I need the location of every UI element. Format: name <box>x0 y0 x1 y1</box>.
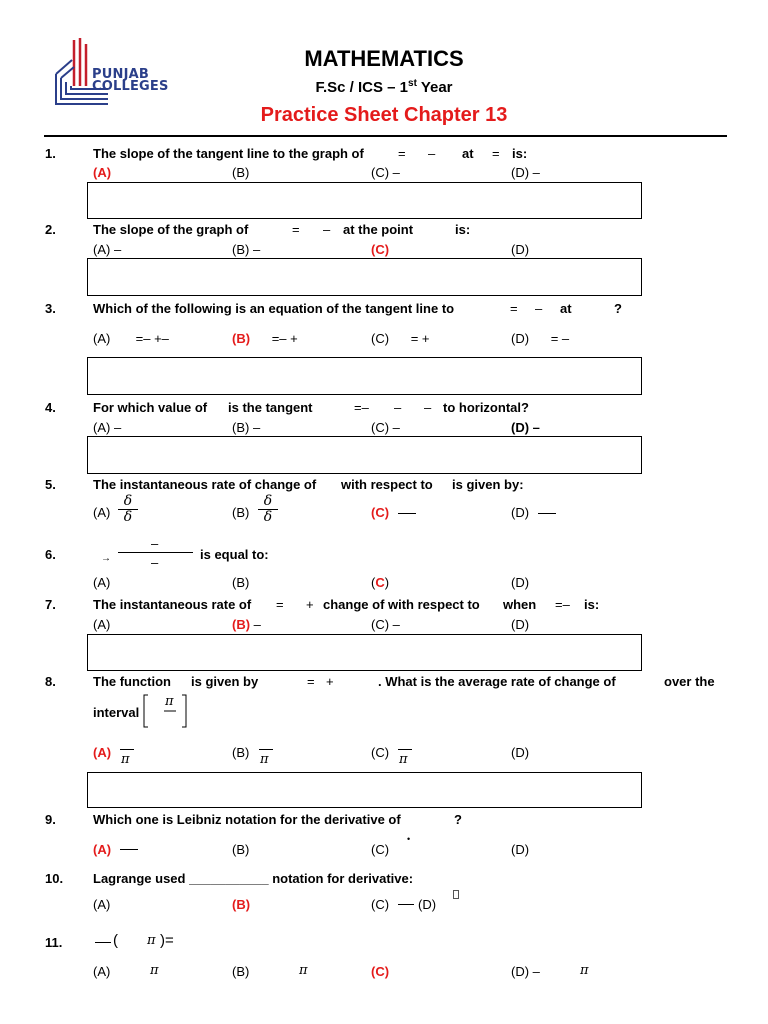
option-d[interactable]: (D) – <box>511 964 540 979</box>
question-number: 5. <box>45 477 56 492</box>
question-text-over: over the <box>664 674 715 689</box>
option-d[interactable]: (D) <box>511 617 530 632</box>
question-text: Which of the following is an equation of the tangent line to <box>93 301 455 316</box>
question-text-is: is: <box>584 597 600 612</box>
header-divider <box>44 135 727 137</box>
question-text-interval: interval <box>93 705 140 720</box>
limit-arrow: → <box>101 553 111 564</box>
question-text-is: is: <box>455 222 471 237</box>
minus-sign: – <box>151 536 159 551</box>
question-number: 11. <box>45 935 63 950</box>
option-b-answer[interactable]: (B) =– + <box>232 331 298 346</box>
option-a[interactable]: (A) – <box>93 420 122 435</box>
question-text-given: is given by <box>191 674 259 689</box>
option-c-answer[interactable]: (C) <box>371 242 390 257</box>
option-d[interactable]: (D) <box>511 575 530 590</box>
option-b-answer[interactable]: (B) <box>232 897 251 912</box>
course-subtitle: F.Sc / ICS – 1st Year <box>315 78 453 96</box>
option-c[interactable]: (C) <box>371 897 390 912</box>
option-b[interactable]: (B) <box>232 505 250 520</box>
eq-minus-sign: =– <box>555 597 570 612</box>
pi-symbol: π <box>580 963 589 978</box>
answer-box[interactable] <box>87 634 642 671</box>
question-mark: ? <box>614 301 622 316</box>
option-a[interactable]: (A) <box>93 897 111 912</box>
question-number: 10. <box>45 871 64 886</box>
question-number: 9. <box>45 812 56 827</box>
question-text: The slope of the graph of <box>93 222 249 237</box>
option-a-answer[interactable]: (A) <box>93 165 112 180</box>
option-c-answer[interactable]: (C) <box>371 964 390 979</box>
option-a[interactable]: (A) <box>93 575 111 590</box>
question-text: The instantaneous rate of change of <box>93 477 317 492</box>
option-d[interactable]: (D) <box>511 842 530 857</box>
option-a[interactable]: (A) <box>93 964 111 979</box>
option-a[interactable]: (A) – <box>93 242 122 257</box>
open-paren: ( <box>113 932 118 949</box>
sheet-title: Practice Sheet Chapter 13 <box>260 104 508 126</box>
option-a[interactable]: (A) =– +– <box>93 331 169 346</box>
option-c[interactable]: (C) – <box>371 165 400 180</box>
option-a-answer[interactable]: (A) <box>93 842 112 857</box>
question-text: For which value of <box>93 400 208 415</box>
option-c-answer[interactable]: (C) <box>371 505 390 520</box>
missing-glyph-icon <box>453 890 459 899</box>
fraction-bar <box>118 552 193 553</box>
minus-sign: – <box>424 400 432 415</box>
option-b[interactable]: (B) – <box>232 242 261 257</box>
question-text-at: at <box>560 301 572 316</box>
option-c[interactable]: (C) = + <box>371 331 430 346</box>
eq-sign: = <box>510 301 518 316</box>
option-b[interactable]: (B) <box>232 575 250 590</box>
question-number: 6. <box>45 547 56 562</box>
question-number: 4. <box>45 400 56 415</box>
answer-box[interactable] <box>87 772 642 808</box>
answer-box[interactable] <box>87 258 642 296</box>
option-d[interactable]: (D) <box>511 745 530 760</box>
delta-fraction: $\frac{\delta}{\delta}$ <box>258 494 278 525</box>
question-number: 1. <box>45 146 56 161</box>
pi-symbol: π <box>399 752 408 767</box>
pi-symbol: π <box>150 963 159 978</box>
question-number: 7. <box>45 597 56 612</box>
minus-sign: – <box>394 400 402 415</box>
option-a-answer[interactable]: (A) <box>93 745 112 760</box>
fraction-bar <box>120 849 138 850</box>
dot-symbol: • <box>407 834 411 844</box>
fraction-bar <box>538 513 556 514</box>
question-text: Which one is Leibniz notation for the derivative of <box>93 812 401 827</box>
option-d[interactable]: (D) – <box>511 165 540 180</box>
option-c[interactable]: (C) <box>371 842 390 857</box>
eq-minus-sign: =– <box>354 400 369 415</box>
option-c[interactable]: (C) <box>371 745 390 760</box>
option-b[interactable]: (B) <box>232 165 250 180</box>
fraction-bar <box>95 942 111 943</box>
option-a[interactable]: (A) <box>93 505 111 520</box>
question-text: The slope of the tangent line to the graph of <box>93 146 364 161</box>
eq-sign: = <box>307 674 315 689</box>
question-text-horizontal: to horizontal? <box>443 400 529 415</box>
option-d[interactable]: (D) = – <box>511 331 570 346</box>
fraction-bar <box>259 749 273 750</box>
question-text-respect: with respect to <box>341 477 433 492</box>
option-d-answer[interactable]: (D) – <box>511 420 540 435</box>
question-text-is: is: <box>512 146 528 161</box>
question-text: The instantaneous rate of <box>93 597 252 612</box>
fraction-bar <box>398 513 416 514</box>
close-paren-equals: )= <box>160 932 174 949</box>
plus-sign: + <box>306 597 314 612</box>
plus-sign: + <box>326 674 334 689</box>
eq-sign: = <box>492 146 500 161</box>
answer-box[interactable] <box>87 436 642 474</box>
question-text-tangent: is the tangent <box>228 400 313 415</box>
eq-sign: = <box>398 146 406 161</box>
answer-box[interactable] <box>87 182 642 219</box>
option-b[interactable]: (B) <box>232 745 250 760</box>
question-text-when: when <box>503 597 537 612</box>
pi-symbol: π <box>260 752 269 767</box>
minus-sign: – <box>428 146 436 161</box>
minus-sign: – <box>535 301 543 316</box>
eq-sign: = <box>276 597 284 612</box>
pi-symbol: π <box>165 694 174 709</box>
question-number: 8. <box>45 674 56 689</box>
option-d[interactable]: (D) <box>511 505 530 520</box>
pi-symbol: π <box>121 752 130 767</box>
answer-box[interactable] <box>87 357 642 395</box>
question-mark: ? <box>454 812 462 827</box>
question-number: 2. <box>45 222 56 237</box>
question-text-at: at <box>462 146 474 161</box>
question-text-given: is given by: <box>452 477 524 492</box>
question-text-change: change of with respect to <box>323 597 480 612</box>
option-b[interactable]: (B) <box>232 842 250 857</box>
fraction-bar <box>398 904 414 905</box>
option-a[interactable]: (A) <box>93 617 111 632</box>
page-title: MATHEMATICS <box>304 46 464 71</box>
logo-text-punjab: PUNJAB <box>92 67 149 82</box>
question-text: The function <box>93 674 171 689</box>
minus-sign: – <box>323 222 331 237</box>
fraction-bar <box>120 749 134 750</box>
option-d[interactable]: (D) <box>418 897 437 912</box>
minus-sign: – <box>151 555 159 570</box>
option-b[interactable]: (B) <box>232 964 250 979</box>
pi-symbol: π <box>147 933 156 948</box>
question-text-point: at the point <box>343 222 414 237</box>
question-text: is equal to: <box>200 547 269 562</box>
eq-sign: = <box>292 222 300 237</box>
option-c[interactable]: (C) – <box>371 617 400 632</box>
fraction-bar <box>398 749 412 750</box>
question-text: Lagrange used ___________ notation for derivative: <box>93 871 414 886</box>
pi-symbol: π <box>299 963 308 978</box>
question-text-average: . What is the average rate of change of <box>378 674 616 689</box>
delta-fraction: $\frac{\delta}{\delta}$ <box>118 494 138 525</box>
option-d[interactable]: (D) <box>511 242 530 257</box>
option-c-answer[interactable]: (C) <box>371 575 390 590</box>
question-number: 3. <box>45 301 56 316</box>
logo-text-colleges: COLLEGES <box>92 79 169 94</box>
option-b[interactable]: (B) – <box>232 420 261 435</box>
option-b-answer[interactable]: (B) – <box>232 617 261 632</box>
option-c[interactable]: (C) – <box>371 420 400 435</box>
